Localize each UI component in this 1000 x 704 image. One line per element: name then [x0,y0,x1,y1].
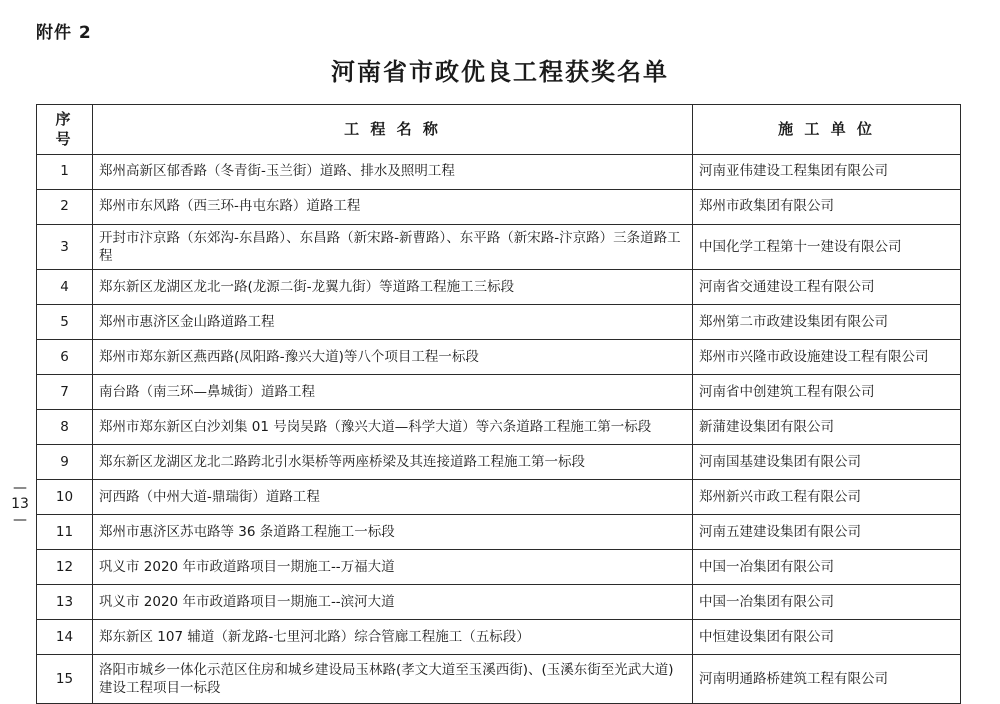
side-page-number-text: — 13 — [11,480,29,529]
table-row [37,224,961,269]
cell-project-name: 郑州市东风路（西三环-冉屯东路）道路工程 [93,189,693,224]
page-title: 河南省市政优良工程获奖名单 [331,58,669,86]
cell-construction-unit: 新蒲建设集团有限公司 [693,409,961,444]
cell-construction-unit: 郑州第二市政建设集团有限公司 [693,304,961,339]
cell-construction-unit: 中恒建设集团有限公司 [693,619,961,654]
cell-no: 1 [37,154,93,189]
cell-no: 3 [37,224,93,269]
cell-project-name: 郑东新区龙湖区龙北二路跨北引水渠桥等两座桥梁及其连接道路工程施工第一标段 [93,444,693,479]
cell-construction-unit: 郑州市政集团有限公司 [693,189,961,224]
table-row [37,374,961,409]
table-row [37,269,961,304]
table-row [37,189,961,224]
cell-project-name: 郑州市郑东新区燕西路(凤阳路-豫兴大道)等八个项目工程一标段 [93,339,693,374]
cell-no: 12 [37,549,93,584]
cell-construction-unit: 河南亚伟建设工程集团有限公司 [693,154,961,189]
cell-no: 7 [37,374,93,409]
cell-no: 9 [37,444,93,479]
cell-no: 10 [37,479,93,514]
table-row [37,409,961,444]
cell-project-name: 开封市汴京路（东郊沟-东昌路）、东昌路（新宋路-新曹路）、东平路（新宋路-汴京路）三条道路工程 [93,224,693,269]
cell-project-name: 郑州市惠济区苏屯路等 36 条道路工程施工一标段 [93,514,693,549]
column-header-construction-unit: 施 工 单 位 [693,105,961,155]
table-row [37,549,961,584]
table-header-row [37,105,961,155]
table-row [37,654,961,703]
cell-project-name: 河西路（中州大道-鼎瑞街）道路工程 [93,479,693,514]
table-row [37,514,961,549]
cell-construction-unit: 中国化学工程第十一建设有限公司 [693,224,961,269]
cell-no: 11 [37,514,93,549]
cell-no: 6 [37,339,93,374]
cell-project-name: 郑州高新区郁香路（冬青街-玉兰街）道路、排水及照明工程 [93,154,693,189]
table-row [37,479,961,514]
cell-construction-unit: 河南国基建设集团有限公司 [693,444,961,479]
cell-no: 4 [37,269,93,304]
table-row [37,584,961,619]
column-header-project-name: 工 程 名 称 [93,105,693,155]
attachment-label: 附件 2 [36,23,92,43]
award-table-wrapper [36,104,960,704]
cell-no: 2 [37,189,93,224]
cell-construction-unit: 河南明通路桥建筑工程有限公司 [693,654,961,703]
cell-no: 15 [37,654,93,703]
table-row [37,304,961,339]
award-table [36,104,961,704]
cell-construction-unit: 河南省交通建设工程有限公司 [693,269,961,304]
side-page-number [8,480,32,528]
cell-construction-unit: 河南五建建设集团有限公司 [693,514,961,549]
table-row [37,619,961,654]
cell-project-name: 巩义市 2020 年市政道路项目一期施工--万福大道 [93,549,693,584]
cell-project-name: 洛阳市城乡一体化示范区住房和城乡建设局玉林路(孝文大道至玉溪西街)、(玉溪东街至光武大道)建设工程项目一标段 [93,654,693,703]
cell-project-name: 巩义市 2020 年市政道路项目一期施工--滨河大道 [93,584,693,619]
cell-construction-unit: 郑州新兴市政工程有限公司 [693,479,961,514]
cell-project-name: 郑东新区 107 辅道（新龙路-七里河北路）综合管廊工程施工（五标段） [93,619,693,654]
cell-construction-unit: 郑州市兴隆市政设施建设工程有限公司 [693,339,961,374]
cell-construction-unit: 中国一冶集团有限公司 [693,549,961,584]
table-row [37,339,961,374]
cell-no: 13 [37,584,93,619]
cell-project-name: 南台路（南三环—鼻城街）道路工程 [93,374,693,409]
cell-construction-unit: 中国一冶集团有限公司 [693,584,961,619]
cell-no: 8 [37,409,93,444]
column-header-no: 序 号 [37,105,93,155]
cell-project-name: 郑东新区龙湖区龙北一路(龙源二街-龙翼九街）等道路工程施工三标段 [93,269,693,304]
table-row [37,154,961,189]
cell-no: 5 [37,304,93,339]
cell-project-name: 郑州市郑东新区白沙刘集 01 号岗吴路（豫兴大道—科学大道）等六条道路工程施工第一标段 [93,409,693,444]
cell-no: 14 [37,619,93,654]
table-body [37,154,961,703]
cell-project-name: 郑州市惠济区金山路道路工程 [93,304,693,339]
cell-construction-unit: 河南省中创建筑工程有限公司 [693,374,961,409]
table-row [37,444,961,479]
